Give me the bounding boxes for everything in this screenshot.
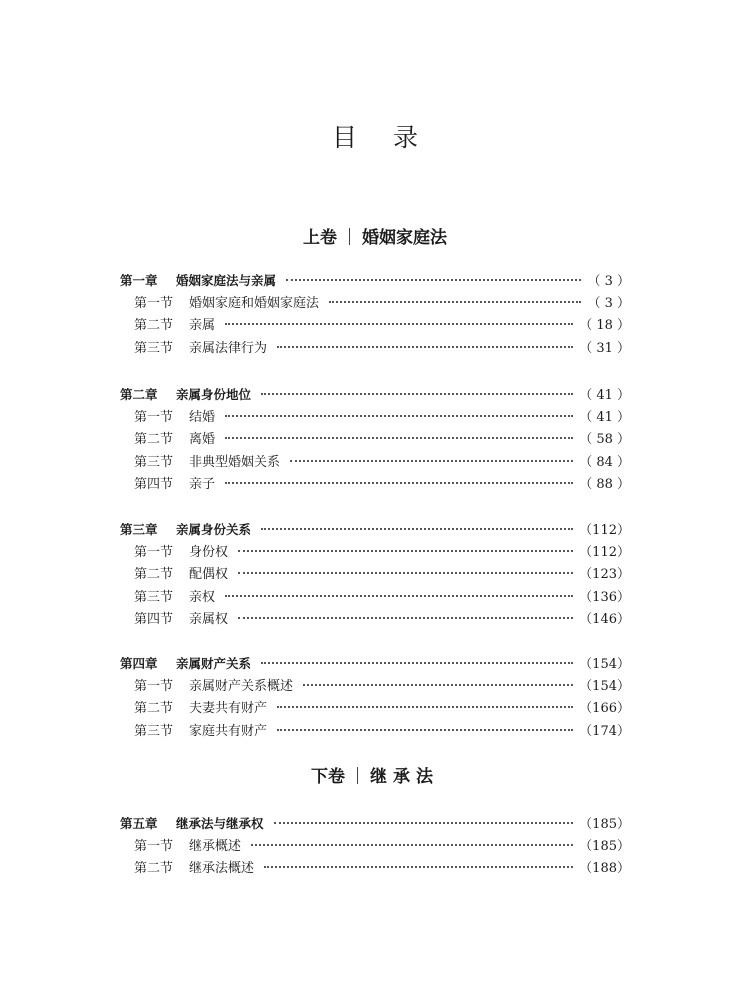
section-title: 结婚	[189, 409, 216, 425]
dot-leader	[225, 414, 573, 417]
page-number: （ 18 ）	[579, 318, 630, 333]
section-title: 婚姻家庭和婚姻家庭法	[189, 295, 320, 311]
toc-chapter-5	[120, 813, 630, 881]
dot-leader	[303, 683, 573, 686]
page-number: （154）	[579, 657, 630, 672]
toc-section-entry[interactable]	[120, 452, 630, 475]
section-number: 第一节	[134, 544, 174, 560]
section-title: 亲权	[189, 589, 216, 605]
dot-leader	[238, 616, 573, 619]
toc-chapter-entry[interactable]	[120, 519, 630, 542]
chapter-number: 第五章	[120, 816, 158, 831]
page-number: （188）	[579, 861, 630, 876]
section-title: 继承概述	[189, 838, 242, 854]
page-number: （ 3 ）	[587, 274, 630, 289]
section-number: 第三节	[134, 340, 174, 356]
dot-leader	[225, 594, 573, 597]
page-number: （ 58 ）	[579, 432, 630, 447]
section-title: 身份权	[189, 544, 229, 560]
dot-leader	[261, 392, 573, 395]
section-title: 亲属法律行为	[189, 340, 268, 356]
dot-leader	[251, 843, 573, 846]
toc-section-entry[interactable]	[120, 698, 630, 721]
toc-chapter-4	[120, 653, 630, 743]
page-number: （ 41 ）	[579, 409, 630, 425]
section-number: 第二节	[134, 861, 174, 876]
dot-leader	[277, 345, 573, 348]
dot-leader	[225, 481, 573, 484]
dot-leader	[286, 278, 581, 281]
dot-leader	[261, 527, 573, 530]
page-number: （174）	[579, 723, 630, 739]
section-number: 第一节	[134, 678, 174, 694]
chapter-number: 第二章	[120, 387, 158, 402]
page-number: （185）	[579, 838, 630, 854]
toc-section-entry[interactable]	[120, 609, 630, 632]
section-number: 第二节	[134, 701, 174, 716]
chapter-number: 第三章	[120, 522, 158, 537]
dot-leader	[225, 436, 573, 439]
section-number: 第三节	[134, 454, 174, 470]
dot-leader	[290, 459, 573, 462]
page-number: （ 84 ）	[579, 454, 630, 470]
section-number: 第一节	[134, 409, 174, 425]
page-number: （136）	[579, 589, 630, 605]
page-title	[0, 118, 750, 154]
volume-heading-2	[0, 762, 750, 792]
page-title-char-1: 目	[331, 123, 357, 152]
toc-section-entry[interactable]	[120, 564, 630, 587]
section-title: 亲子	[189, 477, 216, 492]
section-number: 第一节	[134, 295, 174, 311]
section-title: 亲属财产关系概述	[189, 678, 294, 694]
dot-leader	[277, 728, 573, 731]
volume-name: 婚姻家庭法	[362, 228, 447, 248]
section-number: 第二节	[134, 567, 174, 582]
section-title: 家庭共有财产	[189, 723, 268, 739]
toc-section-entry[interactable]	[120, 542, 630, 565]
page-number: （ 31 ）	[579, 340, 630, 356]
section-number: 第二节	[134, 432, 174, 447]
section-number: 第三节	[134, 723, 174, 739]
page-number: （112）	[579, 544, 630, 560]
chapter-title: 亲属身份地位	[176, 387, 252, 402]
toc-section-entry[interactable]	[120, 676, 630, 699]
toc-section-entry[interactable]	[120, 407, 630, 430]
section-title: 亲属权	[189, 612, 229, 627]
toc-section-entry[interactable]	[120, 858, 630, 881]
toc-section-entry[interactable]	[120, 721, 630, 744]
toc-chapter-1	[120, 270, 630, 360]
page-number: （123）	[579, 567, 630, 582]
toc-section-entry[interactable]	[120, 429, 630, 452]
volume-prefix: 上卷	[303, 228, 337, 248]
volume-name: 继承法	[370, 767, 439, 787]
page-number: （ 41 ）	[579, 388, 630, 403]
toc-section-entry[interactable]	[120, 338, 630, 361]
dot-leader	[274, 821, 574, 824]
dot-leader	[225, 322, 573, 325]
dot-leader	[238, 571, 573, 574]
section-title: 离婚	[189, 432, 216, 447]
section-title: 夫妻共有财产	[189, 701, 268, 716]
toc-chapter-entry[interactable]	[120, 813, 630, 836]
volume-heading-1	[0, 223, 750, 253]
dot-leader	[261, 661, 573, 664]
dot-leader	[238, 549, 573, 552]
page-number: （ 3 ）	[587, 295, 630, 311]
toc-chapter-entry[interactable]	[120, 384, 630, 407]
section-number: 第一节	[134, 838, 174, 854]
section-title: 配偶权	[189, 567, 229, 582]
dot-leader	[264, 865, 573, 868]
page-number: （146）	[579, 612, 630, 627]
volume-prefix: 下卷	[311, 767, 345, 787]
chapter-title: 亲属财产关系	[176, 656, 252, 671]
toc-section-entry[interactable]	[120, 293, 630, 316]
section-title: 亲属	[189, 318, 216, 333]
volume-separator	[349, 228, 350, 245]
section-number: 第四节	[134, 477, 174, 492]
page-number: （112）	[579, 523, 630, 538]
toc-chapter-2	[120, 384, 630, 497]
dot-leader	[277, 705, 573, 708]
page-number: （ 88 ）	[579, 477, 630, 492]
section-title: 非典型婚姻关系	[189, 454, 281, 470]
toc-section-entry[interactable]	[120, 315, 630, 338]
page-title-char-2: 录	[393, 123, 419, 152]
toc-section-entry[interactable]	[120, 836, 630, 859]
dot-leader	[329, 300, 581, 303]
chapter-title: 婚姻家庭法与亲属	[176, 273, 277, 288]
chapter-title: 亲属身份关系	[176, 522, 252, 537]
section-number: 第四节	[134, 612, 174, 627]
toc-chapter-3	[120, 519, 630, 632]
page-number: （185）	[579, 817, 630, 832]
chapter-title: 继承法与继承权	[176, 816, 264, 831]
chapter-number: 第一章	[120, 273, 158, 288]
toc-section-entry[interactable]	[120, 587, 630, 610]
chapter-number: 第四章	[120, 656, 158, 671]
section-title: 继承法概述	[189, 861, 255, 876]
toc-chapter-entry[interactable]	[120, 653, 630, 676]
volume-separator	[357, 767, 358, 784]
toc-chapter-entry[interactable]	[120, 270, 630, 293]
section-number: 第二节	[134, 318, 174, 333]
page-number: （154）	[579, 678, 630, 694]
toc-section-entry[interactable]	[120, 474, 630, 497]
page-number: （166）	[579, 701, 630, 716]
section-number: 第三节	[134, 589, 174, 605]
